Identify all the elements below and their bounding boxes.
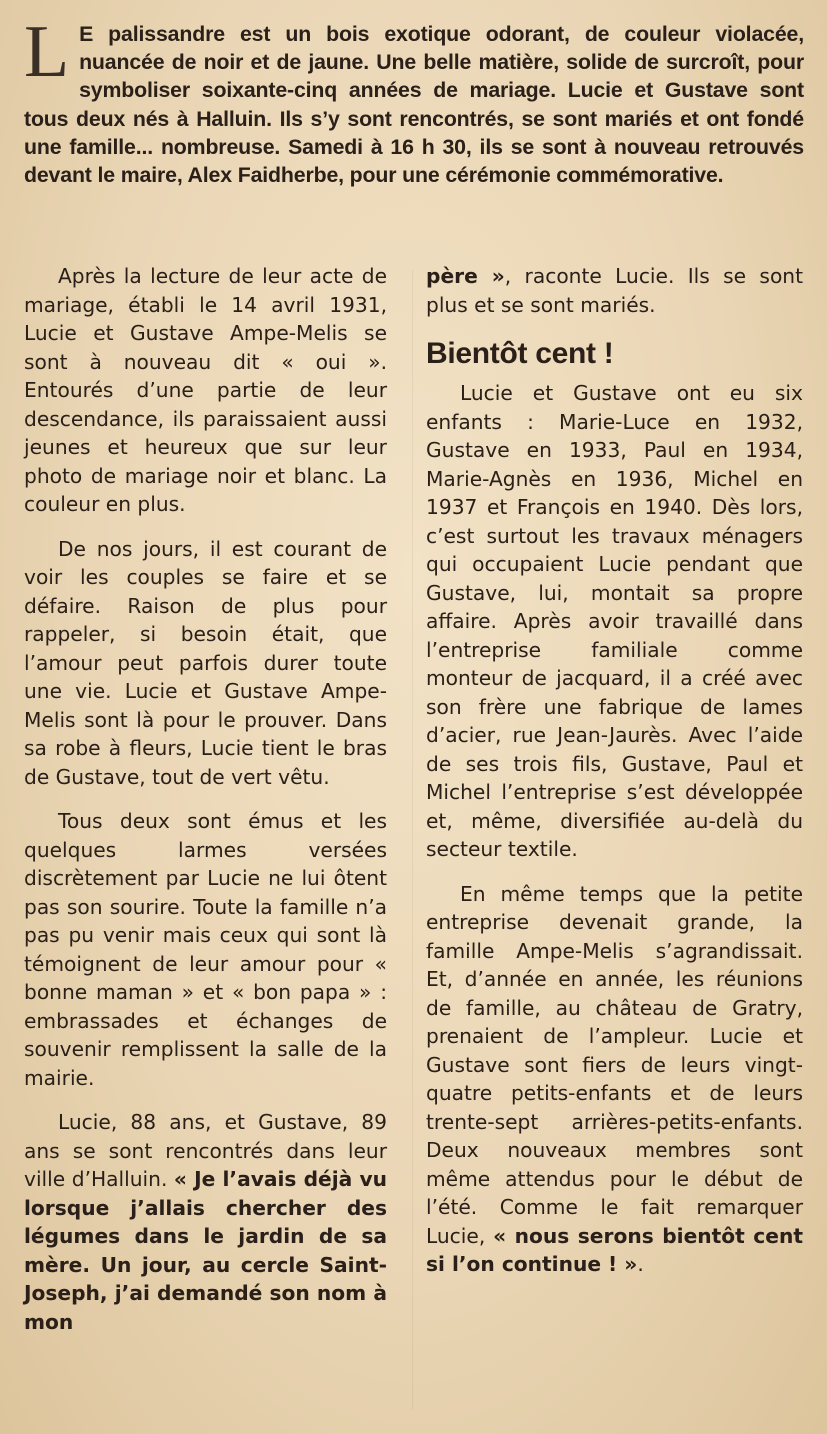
column-divider: [412, 270, 413, 1410]
paragraph-text: , raconte Lucie. Ils se sont plus et se sont mariés.: [426, 264, 803, 317]
lead-paragraph: [24, 11, 804, 189]
paragraph-text: En même temps que la petite entreprise devenait grande, la famille Ampe-Melis s’agrandissait. Et, d’année en année, les réunions de famille, au château de Gratry, prenaient de l’ampleur. Lucie et Gustave sont fiers de leurs vingt-quatre petits-enfants et de leurs trente-sept arrières-petits-enfants. Deux nouveaux membres sont même attendus pour le début de l’été. Comme le fait remarquer Lucie,: [426, 881, 803, 1248]
paragraph: De nos jours, il est courant de voir les couples se faire et se défaire. Raison de plus pour rappeler, si besoin était, que l’amour peut parfois durer toute une vie. Lucie et Gustave Ampe-Melis sont là pour le prouver. Dans sa robe à fleurs, Lucie tient le bras de Gustave, tout de vert vêtu.: [24, 536, 387, 789]
drop-cap: L: [24, 11, 70, 93]
quote-bold: père »: [426, 264, 505, 288]
paragraph: Tous deux sont émus et les quelques larmes versées discrètement par Lucie ne lui ôtent pas son sourire. Toute la famille n’a pas pu venir mais ceux qui sont là témoignent de leur amour pour « bonne maman » et « bon papa » : embrassades et échanges de souvenir remplissent la salle de la mairie.: [24, 809, 387, 1090]
paragraph: [426, 880, 803, 1279]
paragraph: Après la lecture de leur acte de mariage, établi le 14 avril 1931, Lucie et Gustave Ampe-Melis se sont à nouveau dit « oui ». Entourés d’une partie de leur descendance, ils paraissaient aussi jeunes et heureux que sur leur photo de mariage noir et blanc. La couleur en plus.: [24, 264, 387, 516]
paragraph-text: Lucie, 88 ans, et Gustave, 89 ans se sont rencontrés dans leur ville d’Halluin.: [24, 1110, 387, 1191]
paragraph-continued: [426, 262, 803, 319]
lead-text: E palissandre est un bois exotique odorant, de couleur violacée, nuancée de noir et de jaune. Une belle matière, solide de surcroît, pour symboliser soixante-cinq années de mariage. Lucie et Gustave sont tous deux nés à Halluin. Ils s’y sont rencontrés, se sont mariés et ont fondé une famille... nombreuse. Samedi à 16 h 30, ils se sont à nouveau retrouvés devant le maire, Alex Faidherbe, pour une cérémonie commémorative.: [24, 22, 804, 188]
paragraph: Lucie et Gustave ont eu six enfants : Marie-Luce en 1932, Gustave en 1933, Paul en 1934, Marie-Agnès en 1936, Michel en 1937 et François en 1940. Dès lors, c’est surtout les travaux ménagers qui occupaient Lucie pendant que Gustave, lui, montait sa propre affaire. Après avoir travaillé dans l’entreprise familiale comme monteur de jacquard, il a créé avec son frère une fabrique de lames d’acier, rue Jean-Jaurès. Avec l’aide de ses trois fils, Gustave, Paul et Michel l’entreprise s’est développée et, même, diversifiée au-delà du secteur textile.: [426, 381, 803, 861]
section-heading: Bientôt cent !: [426, 337, 614, 370]
quote-bold: « Je l’avais déjà vu lorsque j’allais chercher des légumes dans le jardin de sa mère. Un jour, au cercle Saint-Joseph, j’ai demandé son nom à mon: [24, 1167, 387, 1334]
paragraph-end: .: [637, 1252, 644, 1276]
right-column: [426, 262, 803, 1295]
paragraph: [24, 1108, 387, 1336]
left-column: [24, 262, 387, 1352]
quote-bold: « nous serons bientôt cent si l’on continue ! »: [426, 1223, 803, 1276]
